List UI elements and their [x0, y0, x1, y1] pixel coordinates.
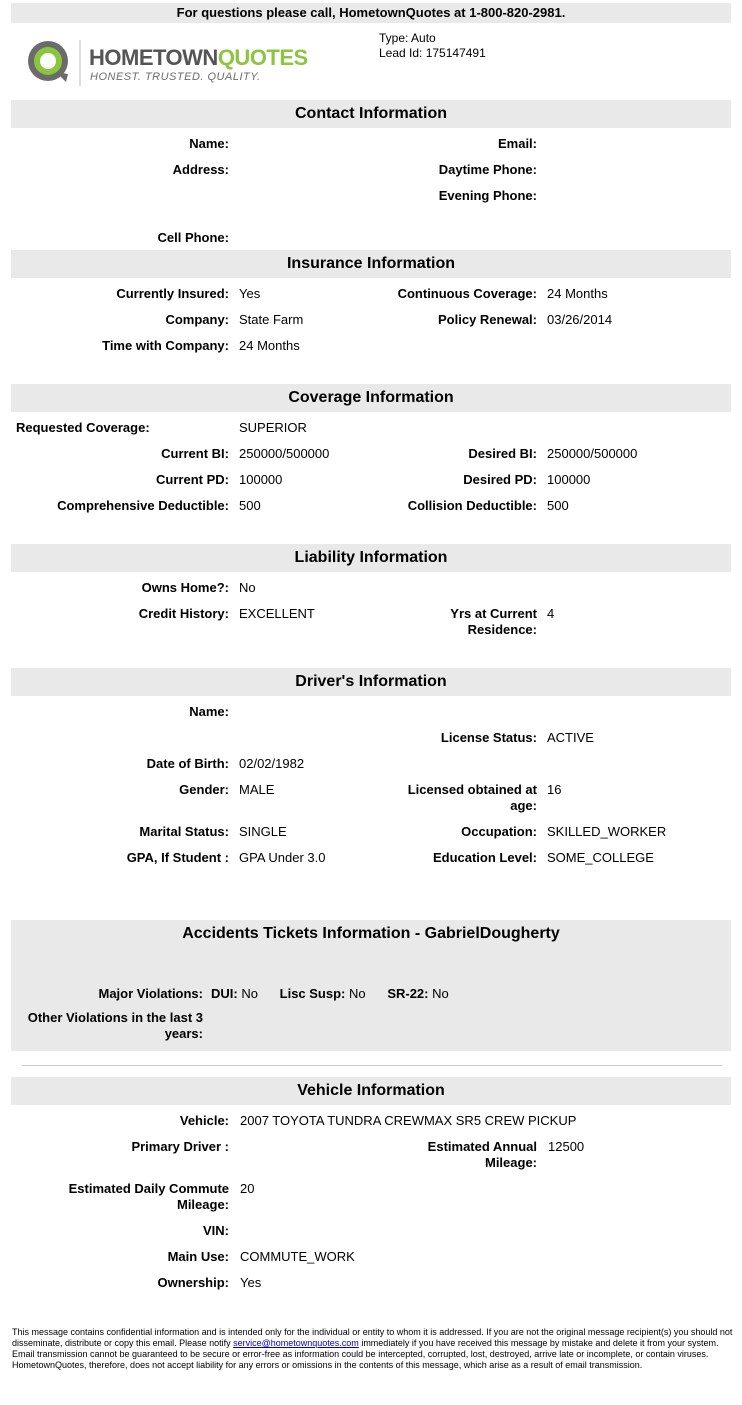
desired-pd-label: Desired PD: — [463, 472, 537, 487]
logo-quotes: QUOTES — [217, 45, 308, 70]
currently-insured-value: Yes — [239, 286, 261, 301]
owns-home-value: No — [239, 580, 256, 595]
company-label: Company: — [165, 312, 229, 327]
lead-id: Lead Id: 175147491 — [379, 46, 486, 60]
requested-coverage-label: Requested Coverage: — [16, 420, 150, 435]
contact-address-label: Address: — [172, 162, 229, 177]
main-use-label: Main Use: — [167, 1249, 229, 1264]
current-bi-value: 250000/500000 — [239, 446, 330, 461]
policy-renewal-label: Policy Renewal: — [438, 312, 537, 327]
lead-type: Type: Auto — [379, 31, 436, 45]
occupation-value: SKILLED_WORKER — [547, 824, 667, 839]
primary-driver-label: Primary Driver : — [131, 1139, 229, 1154]
sr22-label: SR-22: — [387, 986, 429, 1001]
logo-hometown: HOMETOWN — [89, 45, 218, 70]
licensed-age-label-line1: Licensed obtained at — [407, 782, 537, 797]
contact-evening-label: Evening Phone: — [438, 188, 537, 203]
svg-text:HOMETOWNQUOTES — [89, 45, 308, 70]
annual-mileage-value: 12500 — [548, 1139, 585, 1154]
driver-section-header: Driver's Information — [11, 668, 731, 696]
daily-commute-label — [11, 1181, 229, 1213]
coverage-section-header: Coverage Information — [11, 384, 731, 412]
continuous-coverage-value: 24 Months — [547, 286, 608, 301]
disclaimer-part-2: immediately if you have received this message by mistake and delete it from your system. Email transmission cannot be guaranteed to be secure or error-free as information could be intercepted, corrupted, lost, destroyed, arrive late or incomplete, or contain viruses. HometownQuotes, therefore, does not accept liability for any errors or omissions in the contents of this message, which arise as a result of email transmission. — [12, 1338, 719, 1370]
licensed-age-value: 16 — [547, 782, 562, 797]
other-violations-label — [11, 1010, 203, 1042]
marital-status-label: Marital Status: — [139, 824, 229, 839]
other-violations-label-line2: years: — [164, 1026, 203, 1041]
contact-name-label: Name: — [189, 136, 229, 151]
sr22-value: No — [432, 986, 449, 1001]
desired-bi-label: Desired BI: — [468, 446, 537, 461]
disclaimer-part-1: This message contains confidential information and is intended only for the individual or entity to whom it is addressed. If you are not the original message recipient(s) you should not disseminate, distribute or copy this email. Please notify — [12, 1327, 733, 1348]
yrs-at-residence-label-line1: Yrs at Current — [450, 606, 537, 621]
vehicle-value: 2007 TOYOTA TUNDRA CREWMAX SR5 CREW PICKUP — [240, 1113, 577, 1128]
collision-deductible-label: Collision Deductible: — [407, 498, 537, 513]
major-violations-label: Major Violations: — [98, 986, 203, 1001]
yrs-at-residence-label — [340, 606, 537, 638]
time-with-company-label: Time with Company: — [102, 338, 229, 353]
questions-banner: For questions please call, HometownQuotes at 1-800-820-2981. — [11, 3, 731, 23]
contact-email-label: Email: — [497, 136, 537, 151]
lead-meta — [379, 31, 486, 61]
dob-label: Date of Birth: — [146, 756, 229, 771]
lisc-susp-value: No — [349, 986, 366, 1001]
ownership-value: Yes — [240, 1275, 262, 1290]
desired-bi-value: 250000/500000 — [547, 446, 638, 461]
dui-value: No — [241, 986, 258, 1001]
company-value: State Farm — [239, 312, 304, 327]
licensed-age-label-line2: age: — [510, 798, 537, 813]
collision-deductible-value: 500 — [547, 498, 569, 513]
annual-mileage-label-line1: Estimated Annual — [427, 1139, 537, 1154]
daily-commute-label-line2: Mileage: — [176, 1197, 229, 1212]
occupation-label: Occupation: — [461, 824, 537, 839]
annual-mileage-label-line2: Mileage: — [484, 1155, 537, 1170]
desired-pd-value: 100000 — [547, 472, 591, 487]
education-level-value: SOME_COLLEGE — [547, 850, 654, 865]
gender-value: MALE — [239, 782, 275, 797]
current-bi-label: Current BI: — [161, 446, 229, 461]
currently-insured-label: Currently Insured: — [116, 286, 229, 301]
license-status-label: License Status: — [440, 730, 537, 745]
insurance-section-header: Insurance Information — [11, 250, 731, 278]
main-use-value: COMMUTE_WORK — [240, 1249, 355, 1264]
continuous-coverage-label: Continuous Coverage: — [397, 286, 537, 301]
comprehensive-deductible-label: Comprehensive Deductible: — [57, 498, 229, 513]
lisc-susp-label: Lisc Susp: — [279, 986, 346, 1001]
confidentiality-disclaimer — [12, 1327, 734, 1371]
daily-commute-label-line1: Estimated Daily Commute — [68, 1181, 229, 1196]
time-with-company-value: 24 Months — [239, 338, 300, 353]
vehicle-section-header: Vehicle Information — [11, 1077, 731, 1105]
current-pd-label: Current PD: — [156, 472, 229, 487]
section-divider — [22, 1065, 722, 1066]
gpa-label: GPA, If Student : — [126, 850, 229, 865]
comprehensive-deductible-value: 500 — [239, 498, 261, 513]
logo-tagline: HONEST. TRUSTED. QUALITY. — [90, 71, 261, 83]
vehicle-label: Vehicle: — [179, 1113, 229, 1128]
ownership-label: Ownership: — [157, 1275, 229, 1290]
daily-commute-value: 20 — [240, 1181, 255, 1196]
gpa-value: GPA Under 3.0 — [239, 850, 326, 865]
yrs-at-residence-value: 4 — [547, 606, 555, 621]
requested-coverage-value: SUPERIOR — [239, 420, 307, 435]
major-violations-values — [211, 986, 449, 1002]
license-status-value: ACTIVE — [547, 730, 594, 745]
service-email-link[interactable]: service@hometownquotes.com — [233, 1338, 359, 1348]
logo-mark-icon — [26, 38, 308, 88]
credit-history-label: Credit History: — [138, 606, 229, 621]
current-pd-value: 100000 — [239, 472, 283, 487]
contact-cell-label: Cell Phone: — [157, 230, 229, 245]
credit-history-value: EXCELLENT — [239, 606, 315, 621]
owns-home-label: Owns Home?: — [141, 580, 229, 595]
gender-label: Gender: — [179, 782, 229, 797]
contact-daytime-label: Daytime Phone: — [438, 162, 537, 177]
annual-mileage-label — [340, 1139, 537, 1171]
education-level-label: Education Level: — [432, 850, 537, 865]
accidents-section-header: Accidents Tickets Information - GabrielDougherty — [11, 920, 731, 948]
marital-status-value: SINGLE — [239, 824, 287, 839]
hometownquotes-logo[interactable] — [26, 38, 308, 88]
dob-value: 02/02/1982 — [239, 756, 305, 771]
driver-name-label: Name: — [189, 704, 229, 719]
contact-section-header: Contact Information — [11, 100, 731, 128]
licensed-age-label — [340, 782, 537, 814]
other-violations-label-line1: Other Violations in the last 3 — [27, 1010, 203, 1025]
policy-renewal-value: 03/26/2014 — [547, 312, 613, 327]
liability-section-header: Liability Information — [11, 544, 731, 572]
vin-label: VIN: — [203, 1223, 229, 1238]
dui-label: DUI: — [211, 986, 238, 1001]
yrs-at-residence-label-line2: Residence: — [467, 622, 537, 637]
